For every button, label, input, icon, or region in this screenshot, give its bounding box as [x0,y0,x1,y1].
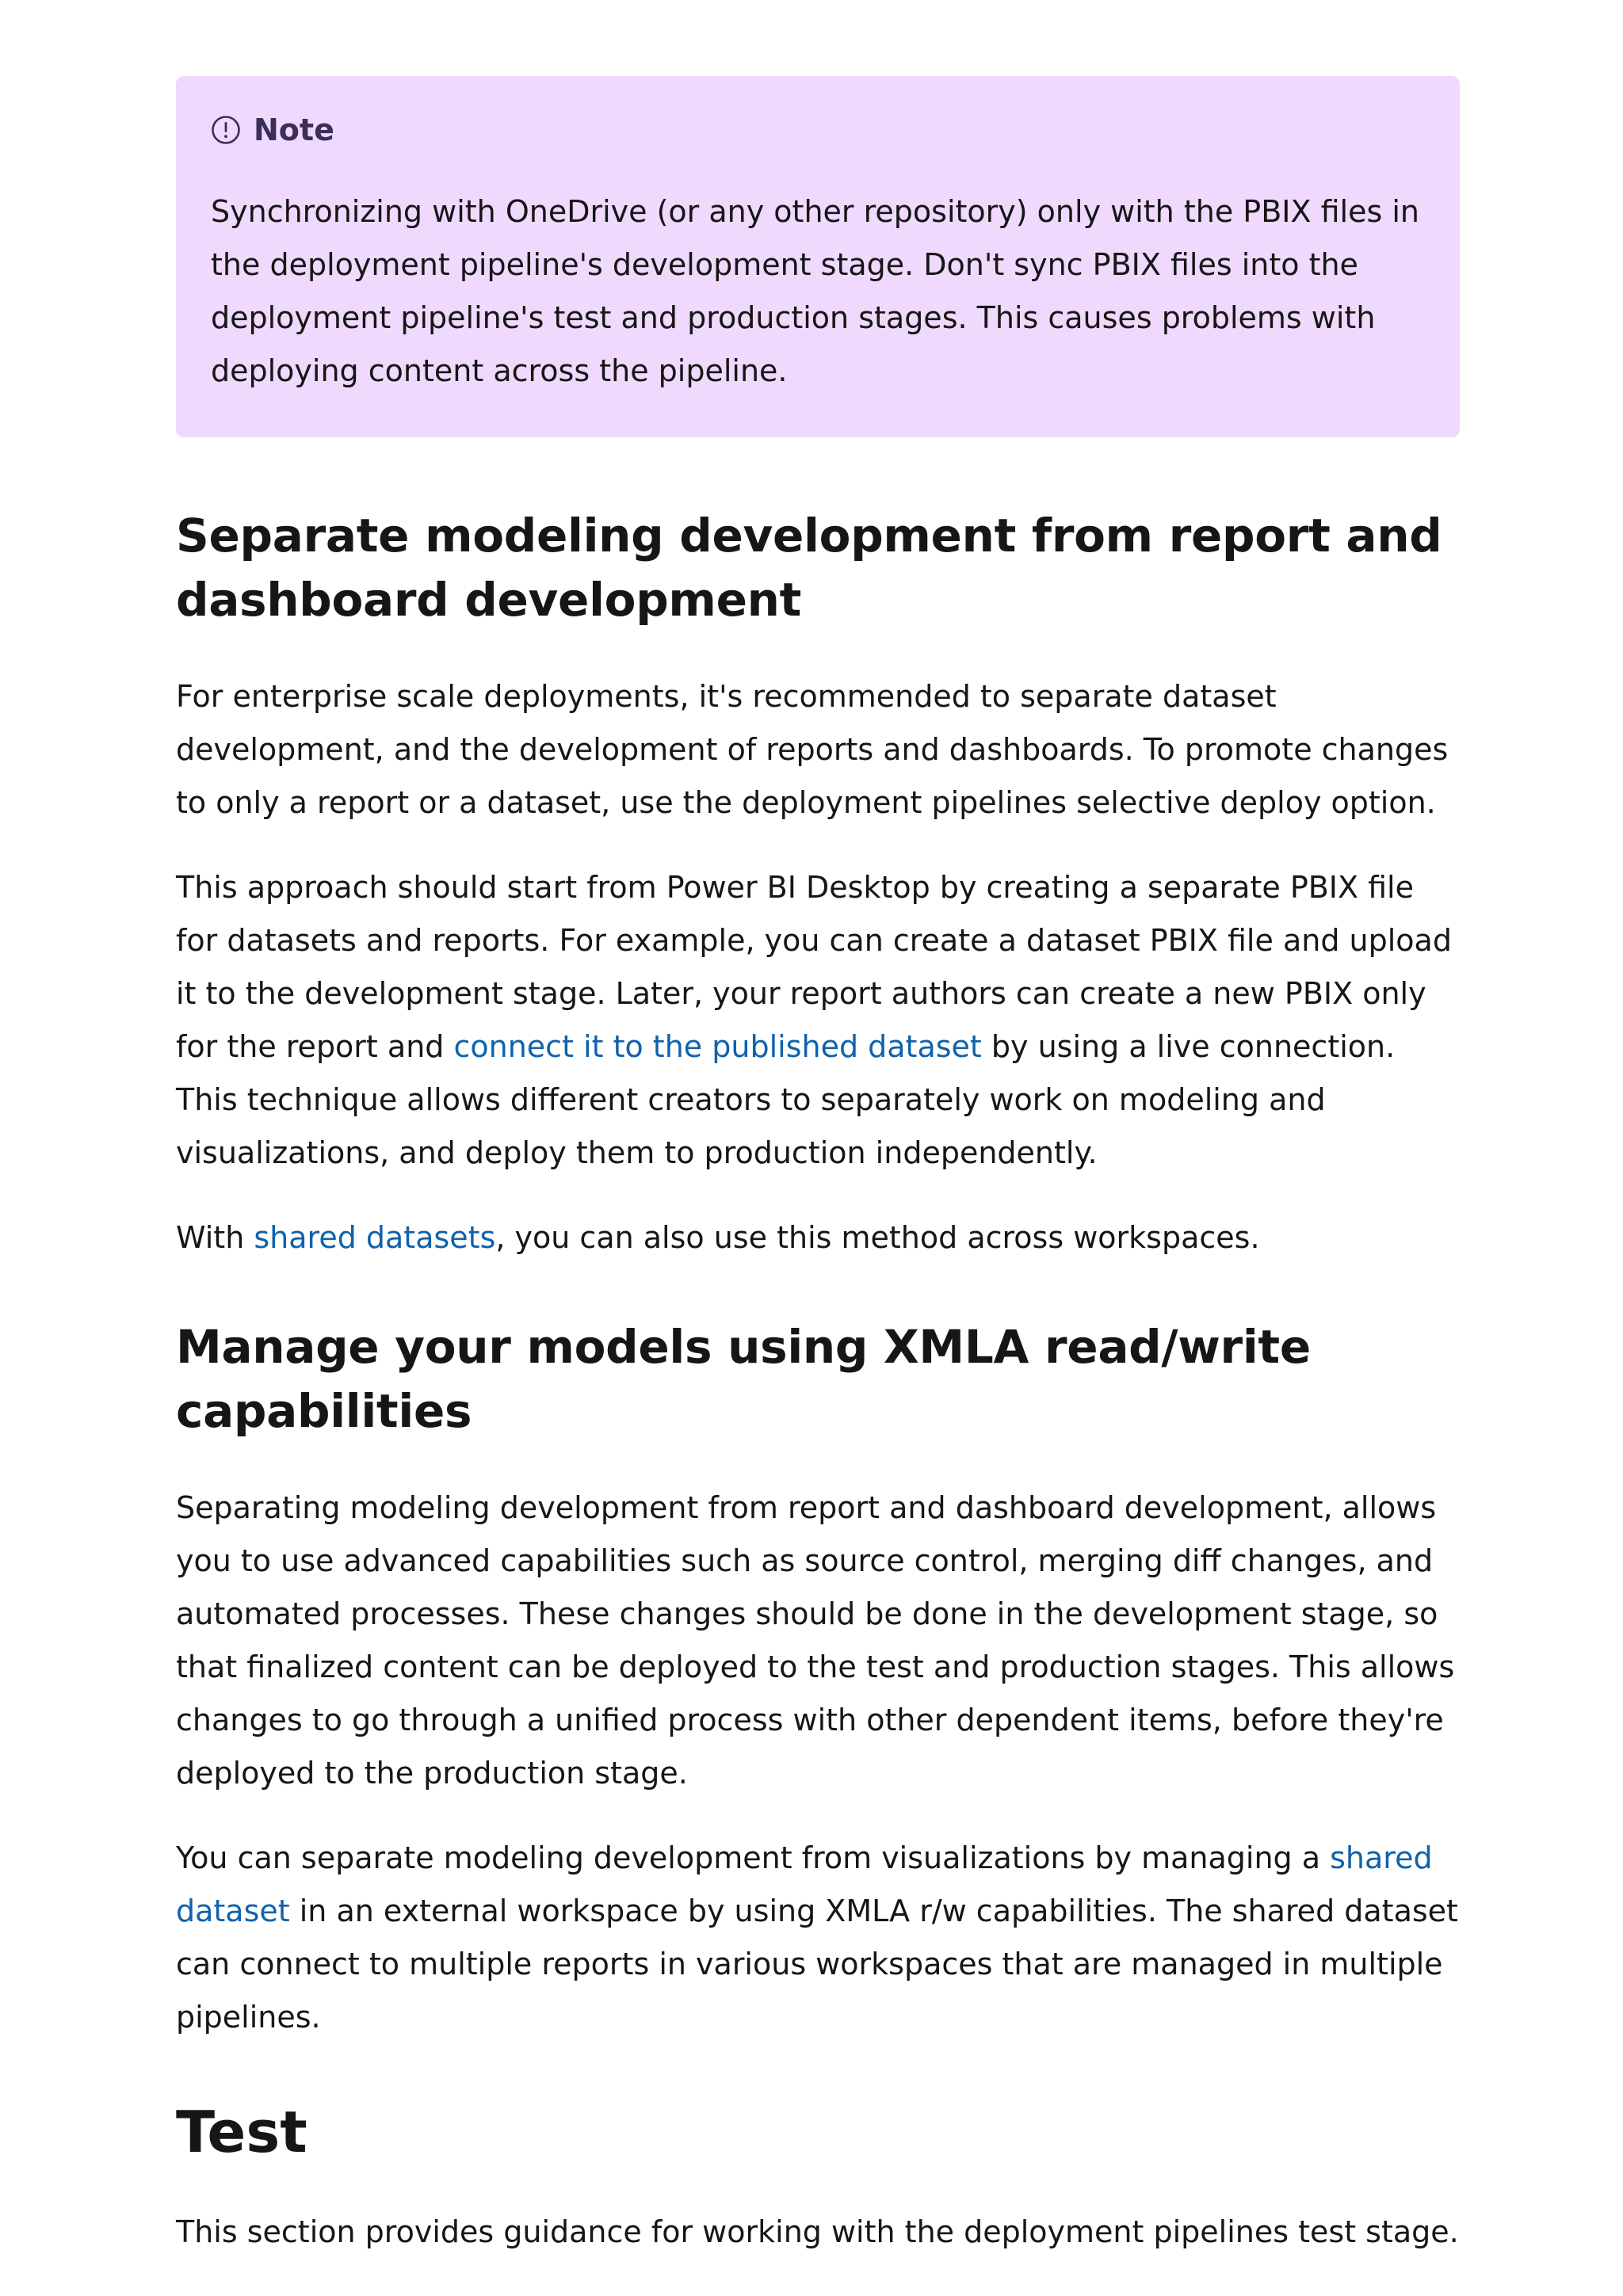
shared-datasets-link[interactable]: shared datasets [254,1220,496,1255]
paragraph-text: , you can also use this method across workspaces. [495,1220,1260,1255]
paragraph-text: This approach should start from Power BI Desktop by creating a separate PBIX file for datasets and reports. For example, you can create a dataset PBIX file and upload it to the development stage. Later, your report authors can create a new PBIX only for the report and [176,870,1452,1064]
article-content [176,76,1460,2259]
paragraph-separating-modeling: Separating modeling development from report and dashboard development, allows you to use advanced capabilities such as source control, merging diff changes, and automated processes. These changes should be done in the development stage, so that finalized content can be deployed to the test and production stages. This allows changes to go through a unified process with other dependent items, before they're deployed to the production stage. [176,1490,1455,1791]
note-title: Note [254,113,334,147]
paragraph-enterprise-scale: For enterprise scale deployments, it's recommended to separate dataset development, and the development of reports and dashboards. To promote changes to only a report or a dataset, use the deployment pipelines selective deploy option. [176,679,1449,820]
heading-manage-models-xmla: Manage your models using XMLA read/write capabilities [176,1320,1311,1438]
heading-test: Test [176,2099,307,2165]
paragraph-text: in an external workspace by using XMLA r/w capabilities. The shared dataset can connect to multiple reports in various workspaces that are managed in multiple pipelines. [176,1894,1458,2035]
paragraph-text: by using a live connection. This technique allows different creators to separately work on modeling and visualizations, and deploy them to production independently. [176,1029,1396,1170]
paragraph-shared-dataset-xmla [176,1832,1460,2044]
note-body: Synchronizing with OneDrive (or any other repository) only with the PBIX files in the deployment pipeline's development stage. Don't sync PBIX files into the deployment pipeline's test and production stages. This causes problems with deploying content across the pipeline. [211,194,1419,388]
connect-published-dataset-link[interactable]: connect it to the published dataset [453,1029,982,1064]
shared-dataset-link[interactable]: shared dataset [176,1840,1433,1928]
paragraph-power-bi-approach [176,861,1460,1180]
info-circle-icon [211,115,241,145]
paragraph-text: With [176,1220,254,1255]
paragraph-shared-datasets [176,1211,1460,1264]
note-header [211,111,1425,149]
paragraph-test-stage-guidance: This section provides guidance for working with the deployment pipelines test stage. [176,2214,1459,2249]
note-callout [176,76,1460,437]
paragraph-text: You can separate modeling development from visualizations by managing a [176,1840,1331,1875]
heading-separate-modeling: Separate modeling development from report and dashboard development [176,509,1442,627]
